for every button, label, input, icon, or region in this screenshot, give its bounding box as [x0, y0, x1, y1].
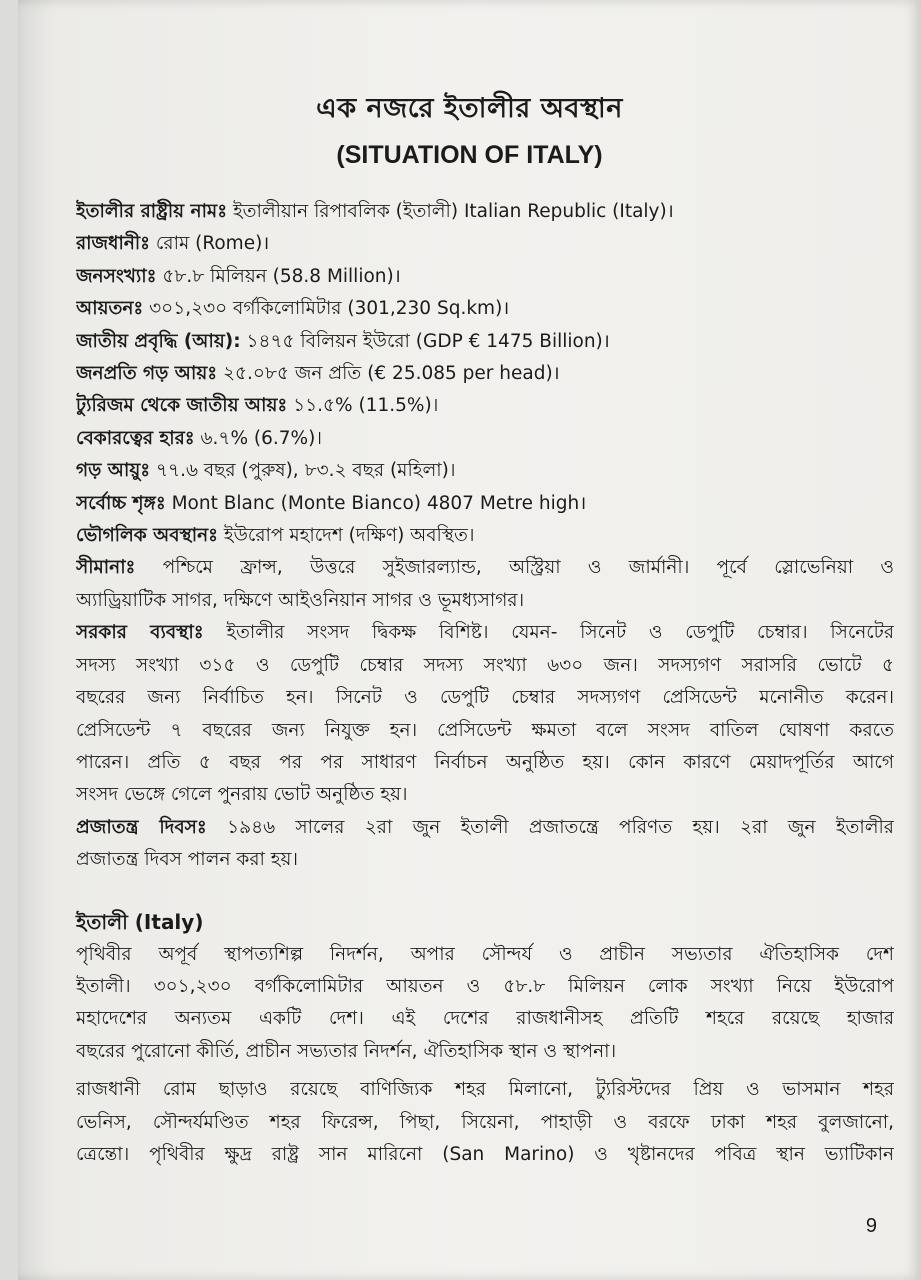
fact-label: জনসংখ্যাঃ: [76, 265, 157, 287]
fact-unemployment: [76, 423, 894, 455]
page-title-english: (SITUATION OF ITALY): [336, 141, 603, 169]
book-page: [18, 0, 921, 1280]
fact-highest-peak: [76, 488, 894, 520]
fact-official-name: [76, 196, 894, 228]
fact-value: ২৫.০৮৫ জন প্রতি (€ 25.085 per head)।: [217, 363, 560, 385]
fact-location: [76, 520, 894, 552]
fact-per-capita-income: [76, 358, 894, 390]
fact-label: গড় আয়ুঃ: [76, 460, 151, 482]
text-line: পৃথিবীর অপূর্ব স্থাপত্যশিল্প নিদর্শন, অপার সৌন্দর্য ও প্রাচীন সভ্যতার ঐতিহাসিক দেশ: [76, 943, 894, 965]
fact-label: রাজধানীঃ: [76, 233, 151, 255]
fact-value: ইউরোপ মহাদেশ (দক্ষিণ) অবস্থিত।: [218, 525, 475, 547]
government-text: ইতালীর সংসদ দ্বিকক্ষ বিশিষ্ট। যেমন- সিনেট ও ডেপুটি চেম্বার। সিনেটের: [203, 622, 894, 644]
government-paragraph: [76, 617, 894, 811]
fact-value: ইতালীয়ান রিপাবলিক (ইতালী) Italian Republic (Italy)।: [227, 201, 674, 222]
text-line: ইতালী। ৩০১,২৩০ বর্গকিলোমিটার আয়তন ও ৫৮.৮ মিলিয়ন লোক সংখ্যা নিয়ে ইউরোপ: [76, 975, 894, 997]
text-line: [76, 552, 894, 584]
fact-population: [76, 261, 894, 293]
text-line: [76, 617, 894, 649]
page-body: [76, 196, 894, 1171]
text-line: বছরের পুরোনো কীর্তি, প্রাচীন সভ্যতার নিদর্শন, ঐতিহাসিক স্থান ও স্থাপনা।: [76, 1040, 617, 1062]
text-line: [76, 812, 894, 844]
page-number: 9: [865, 1215, 877, 1237]
italy-paragraph-2: [76, 1074, 894, 1171]
section-heading-italy: ইতালী (Italy): [76, 909, 204, 934]
fact-value: রোম (Rome)।: [150, 233, 270, 255]
fact-value: ৬.৭% (6.7%)।: [194, 427, 322, 449]
borders-text: পশ্চিমে ফ্রান্স, উত্তরে সুইজারল্যান্ড, অস্ট্রিয়া ও জার্মানী। পূর্বে স্লোভেনিয়া ও: [135, 557, 894, 579]
fact-label: সর্বোচ্চ শৃঙ্গঃ: [76, 492, 166, 514]
fact-label: জনপ্রতি গড় আয়ঃ: [76, 363, 218, 385]
section-spacer: [76, 877, 894, 899]
fact-value: ৩০১,২৩০ বর্গকিলোমিটার (301,230 Sq.km)।: [143, 298, 510, 320]
fact-capital: [76, 228, 894, 260]
text-line: অ্যাড্রিয়াটিক সাগর, দক্ষিণে আইওনিয়ান সাগর ও ভূমধ্যসাগর।: [76, 589, 525, 611]
fact-life-expectancy: [76, 455, 894, 487]
text-line: প্রেসিডেন্ট ৭ বছরের জন্য নিযুক্ত হন। প্রেসিডেন্ট ক্ষমতা বলে সংসদ বাতিল ঘোষণা করতে: [76, 719, 894, 741]
republic-day-label: প্রজাতন্ত্র দিবসঃ: [76, 816, 207, 838]
text-line: ত্রেন্তো। পৃথিবীর ক্ষুদ্র রাষ্ট্র সান মারিনো (San Marino) ও খৃষ্টানদের পবিত্র স্থান ভ্যাটিকান: [76, 1143, 894, 1165]
fact-tourism-income: [76, 390, 894, 422]
fact-area: [76, 293, 894, 325]
text-line: সংসদ ভেঙ্গে গেলে পুনরায় ভোট অনুষ্ঠিত হয়।: [76, 784, 408, 806]
text-line: পারেন। প্রতি ৫ বছর পর পর সাধারণ নির্বাচন অনুষ্ঠিত হয়। কোন কারণে মেয়াদপূর্তির আগে: [76, 751, 894, 773]
fact-label: আয়তনঃ: [76, 298, 144, 320]
italy-paragraph-1: [76, 939, 894, 1069]
text-line: মহাদেশের অন্যতম একটি দেশ। এই দেশের রাজধানীসহ প্রতিটি শহরে রয়েছে হাজার: [76, 1008, 894, 1030]
fact-label: ইতালীর রাষ্ট্রীয় নামঃ: [76, 201, 228, 222]
borders-paragraph: [76, 552, 894, 617]
fact-label: ট্যুরিজম থেকে জাতীয় আয়ঃ: [76, 395, 288, 417]
text-line: বছরের জন্য নির্বাচিত হন। সিনেট ও ডেপুটি চেম্বার সদস্যগণ প্রেসিডেন্ট মনোনীত করেন।: [76, 687, 894, 709]
republic-day-text: ১৯৪৬ সালের ২রা জুন ইতালী প্রজাতন্ত্রে পরিণত হয়। ২রা জুন ইতালীর: [206, 816, 894, 838]
page-title-bengali: এক নজরে ইতালীর অবস্থান: [316, 93, 623, 124]
fact-value: Mont Blanc (Monte Bianco) 4807 Metre high।: [165, 492, 587, 514]
fact-value: ৭৭.৬ বছর (পুরুষ), ৮৩.২ বছর (মহিলা)।: [150, 460, 456, 482]
fact-value: ১৪৭৫ বিলিয়ন ইউরো (GDP € 1475 Billion)।: [240, 330, 610, 352]
fact-gdp: [76, 326, 894, 358]
text-line: ভেনিস, সৌন্দর্যমণ্ডিত শহর ফিরেন্স, পিছা, সিয়েনা, পাহাড়ী ও বরফে ঢাকা শহর বুলজানো,: [76, 1111, 894, 1133]
republic-day-paragraph: [76, 812, 894, 877]
government-label: সরকার ব্যবস্থাঃ: [76, 622, 204, 644]
fact-label: জাতীয় প্রবৃদ্ধি (আয়):: [76, 330, 241, 352]
borders-label: সীমানাঃ: [76, 557, 136, 579]
fact-value: ৫৮.৮ মিলিয়ন (58.8 Million)।: [156, 265, 401, 287]
text-line: রাজধানী রোম ছাড়াও রয়েছে বাণিজ্যিক শহর মিলানো, ট্যুরিস্টদের প্রিয় ও ভাসমান শহর: [76, 1079, 894, 1101]
text-line: সদস্য সংখ্যা ৩১৫ ও ডেপুটি চেম্বার সদস্য সংখ্যা ৬৩০ জন। সদস্যগণ সরাসরি ভোটে ৫: [76, 654, 894, 676]
fact-label: ভৌগলিক অবস্থানঃ: [76, 525, 219, 547]
fact-label: বেকারত্বের হারঃ: [76, 427, 195, 449]
text-line: প্রজাতন্ত্র দিবস পালন করা হয়।: [76, 849, 298, 871]
fact-value: ১১.৫% (11.5%)।: [287, 395, 439, 417]
title-block: [18, 88, 921, 170]
